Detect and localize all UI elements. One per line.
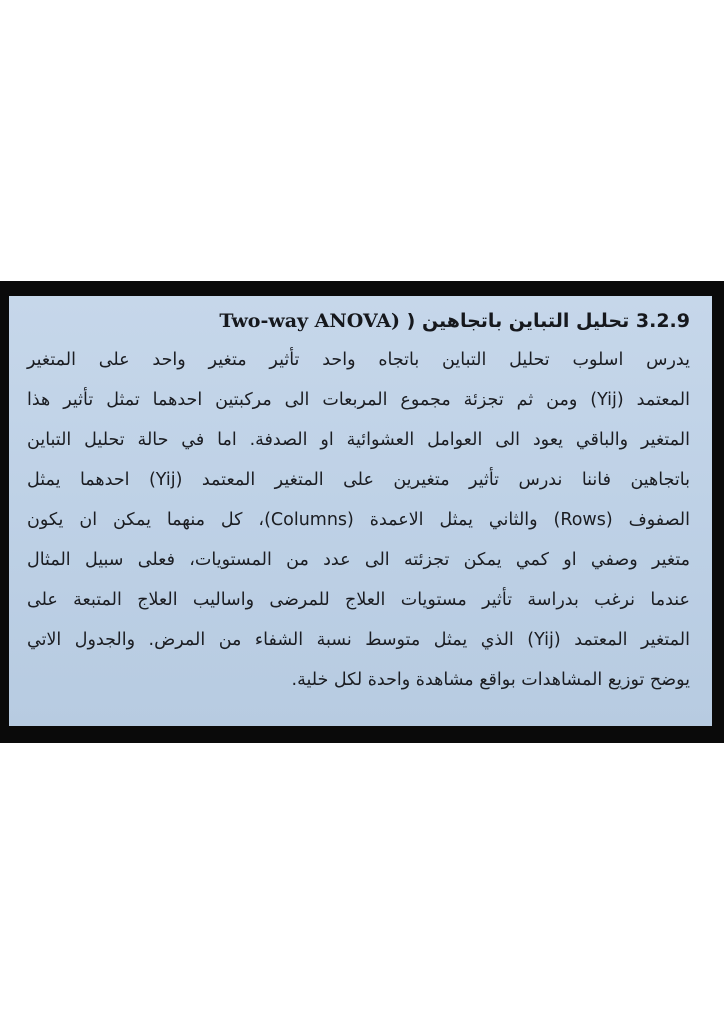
- paragraph-line-1: يدرس اسلوب تحليل التباين باتجاه واحد تأثير متغير واحد على المتغير: [27, 350, 690, 370]
- document-page: [9, 296, 712, 726]
- paragraph-line-5: الصفوف (Rows) والثاني يمثل الاعمدة (Columns)، كل منهما يمكن ان يكون: [27, 510, 691, 530]
- photo-frame: [0, 281, 724, 743]
- paragraph-line-6: متغير وصفي او كمي يمكن تجزئته الى عدد من المستويات، فعلى سبيل المثال: [27, 550, 690, 570]
- paragraph-line-9: يوضح توزيع المشاهدات بواقع مشاهدة واحدة لكل خلية.: [291, 670, 690, 690]
- paragraph-line-7: عندما نرغب بدراسة تأثير مستويات العلاج للمرضى واساليب العلاج المتبعة على: [27, 590, 690, 610]
- paragraph-line-8: المتغير المعتمد (Yij) الذي يمثل متوسط نسبة الشفاء من المرض. والجدول الاتي: [27, 630, 690, 650]
- paragraph-line-2: المعتمد (Yij) ومن ثم تجزئة مجموع المربعات الى مركبتين احدهما تمثل تأثير هذا: [27, 390, 690, 410]
- paragraph-line-3: المتغير والباقي يعود الى العوامل العشوائية او الصدفة. اما في حالة تحليل التباين: [27, 430, 690, 450]
- section-title-english: Two-way ANOVA): [219, 310, 401, 332]
- section-number: 3.2.9: [635, 310, 690, 332]
- section-heading: [27, 306, 690, 336]
- section-title-arabic: تحليل التباين باتجاهين (: [406, 310, 630, 332]
- paragraph-line-4: باتجاهين فاننا ندرس تأثير متغيرين على المتغير المعتمد (Yij) احدهما يمثل: [27, 470, 690, 490]
